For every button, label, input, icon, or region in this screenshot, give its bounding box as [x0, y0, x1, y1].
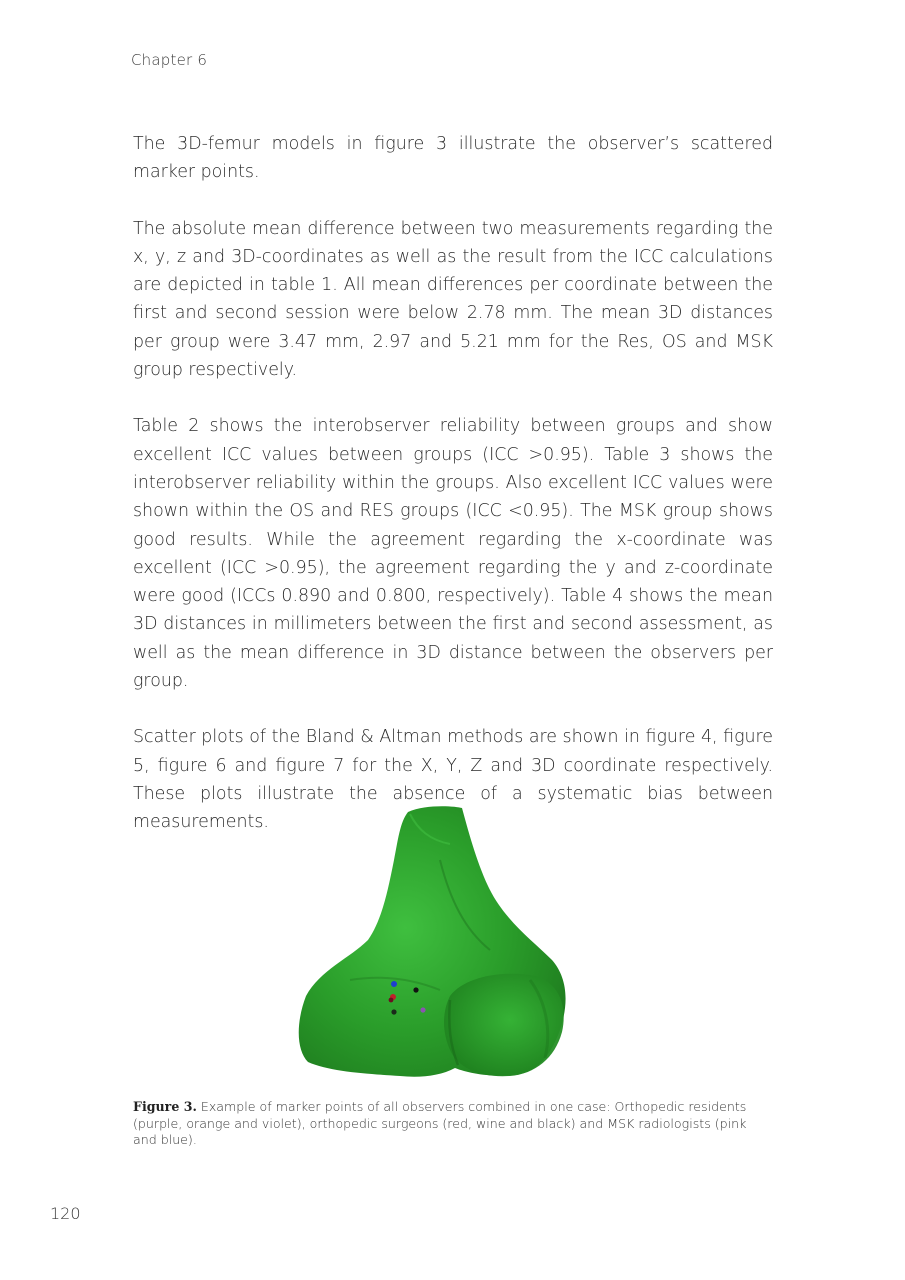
marker-dark [391, 1009, 396, 1014]
figure-caption [133, 1099, 773, 1149]
paragraph-mean-difference: The absolute mean difference between two measurements regarding the x, y, z and 3D-coordinates as well as the result from the ICC calculations are depicted in table 1. All mean differences per coordinate between the first and second session were below 2.78 mm. The mean 3D distances per group were 3.47 mm, 2.97 and 5.21 mm for the Res, OS and MSK group respectively. [133, 218, 773, 381]
marker-black [413, 987, 418, 992]
marker-blue [391, 981, 397, 987]
running-head-chapter: Chapter 6 [131, 51, 208, 69]
femur-model-image [290, 800, 580, 1085]
figure-caption-text: Example of marker points of all observers combined in one case: Orthopedic residents (purple, orange and violet), orthopedic surgeons (red, wine and black) and MSK radiologists (pink and blue). [133, 1099, 747, 1147]
femur-model-figure [290, 800, 580, 1085]
marker-violet [420, 1007, 425, 1012]
marker-wine [389, 998, 394, 1003]
paragraph-interobserver: Table 2 shows the interobserver reliability between groups and show excellent ICC values between groups (ICC >0.95). Table 3 shows the interobserver reliability within the groups. Also excellent ICC values were shown within the OS and RES groups (ICC <0.95). The MSK group shows good results. While the agreement regarding the x-coordinate was excellent (ICC >0.95), the agreement regarding the y and z-coordinate were good (ICCs 0.890 and 0.800, respectively). Table 4 shows the mean 3D distances in millimeters between the first and second assessment, as well as the mean difference in 3D distance between the observers per group. [133, 416, 773, 692]
paragraph-scatter-plots: Scatter plots of the Bland & Altman methods are shown in figure 4, figure 5, figure 6 and figure 7 for the X, Y, Z and 3D coordinate respectively. These plots illustrate the absence of a systematic bias between measurements. [133, 727, 773, 833]
body-text [133, 130, 773, 865]
paragraph-figure-intro: The 3D-femur models in figure 3 illustrate the observer’s scattered marker points. [133, 134, 773, 183]
figure-caption-label: Figure 3. [133, 1099, 197, 1114]
page-number: 120 [50, 1204, 81, 1223]
